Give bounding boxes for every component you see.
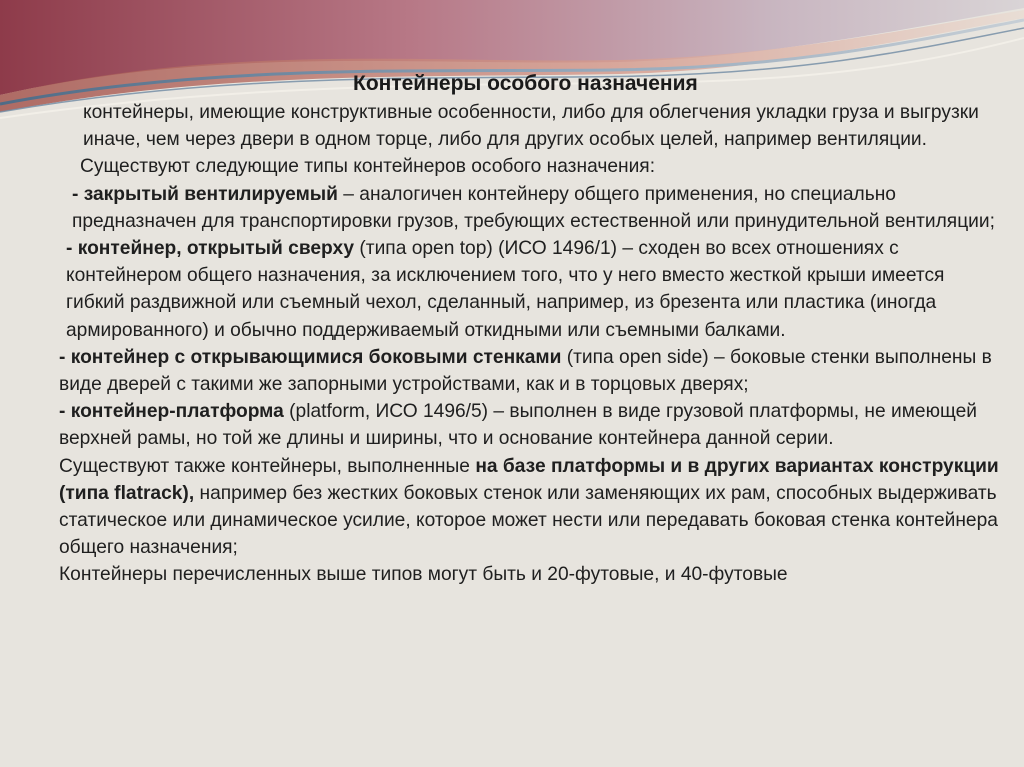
slide-body [28,99,1003,589]
slide-title: Контейнеры особого назначения [353,72,698,95]
paragraph-sizes: Контейнеры перечисленных выше типов могут быть и 20-футовые, и 40-футовые [59,564,788,586]
desc-flatrack-lead: Существуют также контейнеры, выполненные [59,455,476,477]
term-platform: - контейнер-платформа [59,401,284,423]
desc-open-side: (типа open side) – боковые стенки выполнены в виде дверей с такими же запорными устройствами, как и в торцовых дверях; [59,346,992,396]
paragraph-platform [28,398,1003,452]
desc-ventilated: – аналогичен контейнеру общего применения, но специально предназначен для транспортировки грузов, требующих естественной или принудительной вентиляции; [72,183,995,232]
paragraph-open-side [28,344,1003,398]
paragraph-flatrack [28,453,1003,562]
term-open-top: - контейнер, открытый сверху [66,238,355,260]
paragraph-open-top [28,235,1003,344]
paragraph-definition: контейнеры, имеющие конструктивные особенности, либо для облегчения укладки груза и выгрузки иначе, чем через двери в одном торце, либо для других особых целей, например вентиляции. [83,102,979,151]
term-open-side: - контейнер с открывающимися боковыми стенками [59,346,562,368]
term-flatrack: на базе платформы и в других вариантах конструкции (типа flatrack), [59,455,999,504]
desc-flatrack: например без жестких боковых стенок или заменяющих их рам, способных выдерживать статическое или динамическое усилие, которое может нести или передавать боковая стенка контейнера общего назначения; [59,482,998,559]
term-ventilated: - закрытый вентилируемый [72,183,338,205]
desc-open-top: (типа open top) (ИСО 1496/1) – сходен во всех отношениях с контейнером общего назначения, за исключением того, что у него вместо жесткой крыши имеется гибкий раздвижной или съемный чехол, сделанный, например, из брезента или пластика (иногда армированного) и обычно поддерживаемый откидными или съемными балками. [66,238,945,341]
paragraph-types-intro: Существуют следующие типы контейнеров особого назначения: [80,156,656,178]
paragraph-ventilated [28,181,1003,235]
desc-platform: (platform, ИСО 1496/5) – выполнен в виде грузовой платформы, не имеющей верхней рамы, но той же длины и ширины, что и основание контейнера данной серии. [59,401,977,450]
